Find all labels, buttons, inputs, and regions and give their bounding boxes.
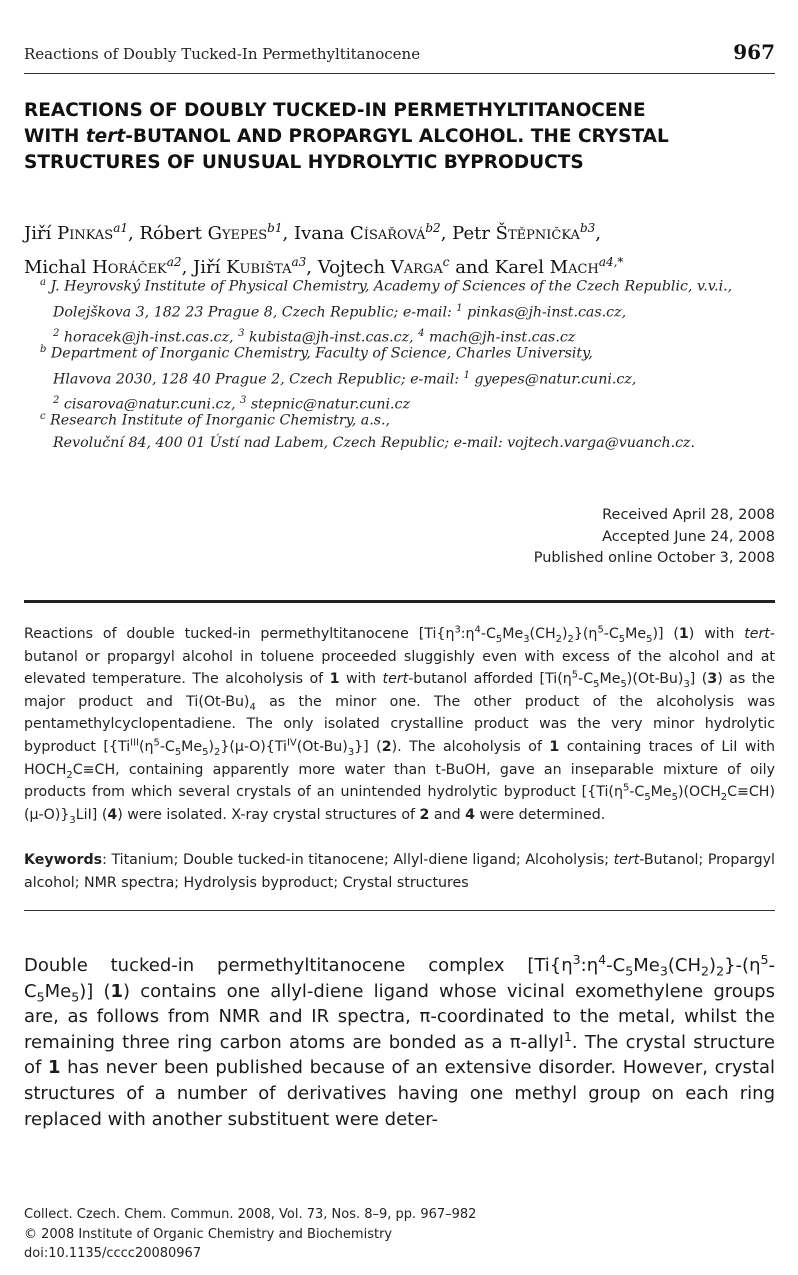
citation-line: Collect. Czech. Chem. Commun. 2008, Vol. 73, Nos. 8–9, pp. 967–982 — [24, 1207, 477, 1222]
running-head-title: Reactions of Doubly Tucked-In Permethyltitanocene — [24, 45, 421, 63]
title-line-1: REACTIONS OF DOUBLY TUCKED-IN PERMETHYLTITANOCENE — [24, 100, 646, 121]
author-list: Jiří Pinkas$^{a1}$, Róbert Gyepes$^{b1}$, Ivana Císařová$^{b2}$, Petr Štěpnička$^{b3}$, Michal Horáček$^{a2}$, Jiří Kubišta$^{a3}$, Vojtech Varga$^c$ and Karel Mach$^{a4,*}$ — [24, 221, 624, 278]
author: Ivana Císařová$^{b2}$ — [293, 221, 441, 244]
author: Vojtech Varga$^c$ — [317, 255, 450, 278]
keywords-label: Keywords — [24, 852, 103, 868]
page-number: 967 — [733, 40, 775, 64]
affiliation-b: $^b$ Department of Inorganic Chemistry, Faculty of Science, Charles University, Hlavova 2030, 128 40 Prague 2, Czech Republic; e-mail: $^1$ gyepes@natur.cuni.cz, $^2$ cisarova@natur.cuni.cz, $^3$ stepnic@natur.cuni.cz — [40, 344, 637, 414]
running-head — [24, 40, 775, 70]
accepted-date: Accepted June 24, 2008 — [602, 528, 775, 545]
affiliation-c: $^c$ Research Institute of Inorganic Chemistry, a.s., Revoluční 84, 400 01 Ústí nad Labem, Czech Republic; e-mail: vojtech.varga@vuanch.cz. — [40, 411, 696, 451]
author: Jiří Kubišta$^{a3}$ — [193, 255, 307, 278]
author: Petr Štěpnička$^{b3}$ — [452, 221, 596, 244]
abstract-bottom-rule — [24, 910, 775, 911]
email-link[interactable]: stepnic@natur.cuni.cz — [246, 397, 410, 414]
email-link[interactable]: gyepes@natur.cuni.cz, — [470, 371, 637, 388]
body-paragraph: Double tucked-in permethyltitanocene complex $[Ti\{\eta^3:\eta^4-C_5Me_3(CH_2)_2\}-(\eta^5-C_5Me_5)]$ (1) contains one allyl-diene ligand whose vicinal exomethylene groups are, as follows from NMR and IR spectra, π-coordinated to the metal, whilst the remaining three ring carbon atoms are bonded as a π-allyl$^1$. The crystal structure of 1 has never been published because of an extensive disorder. However, crystal structures of a number of derivatives having one methyl group on each ring replaced with another substituent were deter- — [24, 952, 775, 1130]
reference-link[interactable]: 1 — [563, 1028, 572, 1044]
doi-link[interactable]: doi:10.1135/cccc20080967 — [24, 1246, 202, 1261]
article-dates — [534, 505, 775, 570]
published-date: Published online October 3, 2008 — [533, 550, 775, 566]
keywords: Keywords: Titanium; Double tucked-in titanocene; Allyl-diene ligand; Alcoholysis; tert-Butanol; Propargyl alcohol; NMR spectra; Hydrolysis byproduct; Crystal structures — [24, 852, 775, 891]
email-link[interactable]: mach@jh-inst.cas.cz — [424, 330, 576, 347]
title-line-2-italic: tert — [85, 126, 126, 147]
email-link[interactable]: pinkas@jh-inst.cas.cz, — [462, 304, 627, 321]
title-line-2a: WITH — [24, 126, 86, 147]
citation-footer — [24, 1205, 476, 1264]
article-title — [24, 98, 775, 176]
email-link[interactable]: kubista@jh-inst.cas.cz, — [244, 330, 419, 347]
received-date: Received April 28, 2008 — [602, 507, 775, 523]
title-line-2b: -BUTANOL AND PROPARGYL ALCOHOL. THE CRYSTAL — [125, 126, 669, 147]
author: Róbert Gyepes$^{b1}$ — [139, 221, 283, 244]
author: Jiří Pinkas$^{a1}$ — [24, 221, 128, 244]
email-link[interactable]: cisarova@natur.cuni.cz, — [59, 397, 240, 414]
copyright-line: © 2008 Institute of Organic Chemistry and Biochemistry — [24, 1226, 393, 1242]
email-link[interactable]: horacek@jh-inst.cas.cz, — [59, 330, 239, 347]
affiliation-a: $^a$ J. Heyrovský Institute of Physical Chemistry, Academy of Sciences of the Czech Republic, v.v.i., Dolejškova 3, 182 23 Prague 8, Czech Republic; e-mail: $^1$ pinkas@jh-inst.cas.cz, $^2$ horacek@jh-inst.cas.cz, $^3$ kubista@jh-inst.cas.cz, $^4$ mach@jh-inst.cas.cz — [40, 277, 733, 347]
author: Karel Mach$^{a4,*}$ — [494, 255, 624, 278]
header-divider — [24, 73, 775, 74]
author: Michal Horáček$^{a2}$ — [24, 255, 182, 278]
abstract: Reactions of double tucked-in permethyltitanocene $[Ti\{\eta^3:\eta^4-C_5Me_3(CH_2)_2\}(\eta^5-C_5Me_5)]$ (1) with tert-butanol or propargyl alcohol in toluene proceeded sluggishly even with excess of the alcohol and at elevated temperature. The alcoholysis of 1 with tert-butanol afforded $[Ti(\eta^5-C_5Me_5)(Ot-Bu)_3]$ (3) as the major product and $Ti(Ot-Bu)_4$ as the minor one. The other product of the alcoholysis was pentamethylcyclopentadiene. The only isolated crystalline product was the very minor hydrolytic byproduct $[\{Ti^{III}(\eta^5-C_5Me_5)_2\}(\mu-O)\{Ti^{IV}(Ot-Bu)_3\}]$ (2). The alcoholysis of 1 containing traces of LiI with $HOCH_2C\equiv CH$, containing apparently more water than t-BuOH, gave an inseparable mixture of oily products from which several crystals of an unintended hydrolytic byproduct $[\{Ti(\eta^5-C_5Me_5)(OCH_2C\equiv CH)(\mu-O)\}_3LiI]$ (4) were isolated. X-ray crystal structures of 2 and 4 were determined. — [24, 624, 776, 826]
title-line-3: STRUCTURES OF UNUSUAL HYDROLYTIC BYPRODUCTS — [24, 152, 584, 173]
abstract-top-rule — [24, 600, 775, 603]
